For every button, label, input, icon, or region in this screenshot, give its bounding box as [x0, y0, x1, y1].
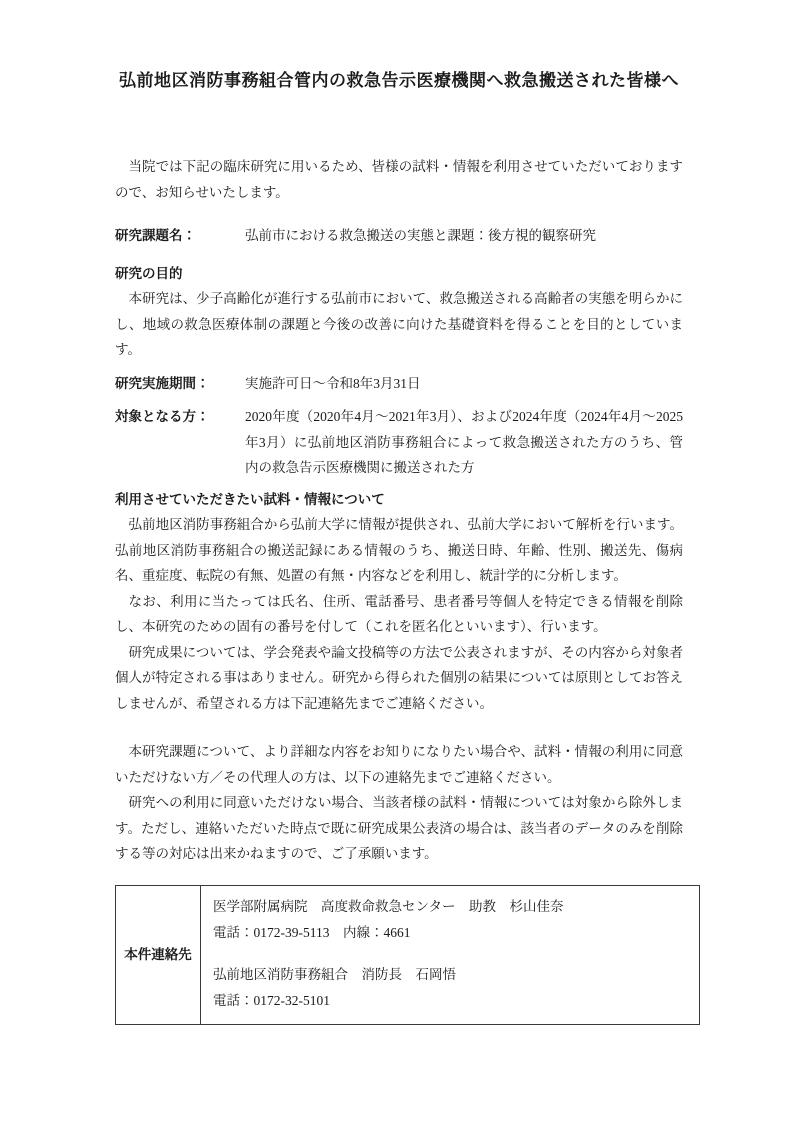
period-value: 実施許可日～令和8年3月31日 — [245, 375, 421, 391]
section-materials — [115, 487, 683, 717]
subjects-label: 対象となる方： — [115, 409, 210, 424]
document-title: 弘前地区消防事務組合管内の救急告示医療機関へ救急搬送された皆様へ — [119, 71, 679, 90]
contact-entries-divider — [213, 946, 687, 962]
research-title-value: 弘前市における救急搬送の実態と課題：後方視的観察研究 — [245, 228, 596, 243]
contact-table — [115, 885, 700, 1025]
field-research-title — [115, 223, 683, 249]
purpose-heading: 研究の目的 — [115, 265, 183, 281]
intro-paragraph: 当院では下記の臨床研究に用いるため、皆様の試料・情報を利用させていただいておりますので、お知らせいたします。 — [115, 159, 683, 200]
contact-entry-fire-dept-name: 弘前地区消防事務組合 消防長 石岡悟 — [213, 966, 456, 982]
contact-entry-fire-dept-phone: 電話：0172-32-5101 — [213, 992, 330, 1008]
purpose-paragraph: 本研究は、少子高齢化が進行する弘前市において、救急搬送される高齢者の実態を明らかにし、地域の救急医療体制の課題と今後の改善に向けた基礎資料を得ることを目的としています。 — [115, 291, 683, 357]
field-subjects — [115, 404, 683, 481]
materials-paragraph-3: 研究成果については、学会発表や論文投稿等の方法で公表されますが、その内容から対象者個人が特定される事はありません。研究から得られた個別の結果については原則としてお答えしませんが、希望される方は下記連絡先までご連絡ください。 — [115, 644, 683, 711]
materials-paragraph-2: なお、利用に当たっては氏名、住所、電話番号、患者番号等個人を特定できる情報を削除し、本研究のための固有の番号を付して（これを匿名化といいます）、行います。 — [115, 593, 683, 634]
period-label: 研究実施期間： — [115, 375, 210, 391]
contact-details — [201, 885, 700, 1024]
section-purpose — [115, 261, 683, 363]
contact-entry-hospital-name: 医学部附属病院 高度救命救急センター 助教 杉山佳奈 — [213, 898, 564, 914]
contact-row — [116, 885, 700, 1024]
materials-heading: 利用させていただきたい試料・情報について — [115, 491, 385, 507]
research-title-label: 研究課題名： — [115, 228, 196, 243]
contact-label: 本件連絡先 — [116, 885, 201, 1024]
section-closing — [115, 739, 683, 867]
subjects-value: 2020年度（2020年4月～2021年3月）、および2024年度（2024年4月～2025年3月）に弘前地区消防事務組合によって救急搬送された方のうち、管内の救急告示医療機関に搬送された方 — [245, 409, 683, 475]
materials-paragraph-1: 弘前地区消防事務組合から弘前大学に情報が提供され、弘前大学において解析を行います。弘前地区消防事務組合の搬送記録にある情報のうち、搬送日時、年齢、性別、搬送先、傷病名、重症度、転院の有無、処置の有無・内容などを利用し、統計学的に分析します。 — [115, 517, 683, 583]
field-period — [115, 371, 683, 397]
closing-paragraph-2: 研究への利用に同意いただけない場合、当該者様の試料・情報については対象から除外します。ただし、連絡いただいた時点で既に研究成果公表済の場合は、該当者のデータのみを削除する等の対応は出来かねますので、ご了承願います。 — [115, 795, 683, 861]
contact-entry-hospital-phone: 電話：0172-39-5113 内線：4661 — [213, 924, 411, 940]
closing-paragraph-1: 本研究課題について、より詳細な内容をお知りになりたい場合や、試料・情報の利用に同意いただけない方／その代理人の方は、以下の連絡先までご連絡ください。 — [115, 744, 683, 785]
